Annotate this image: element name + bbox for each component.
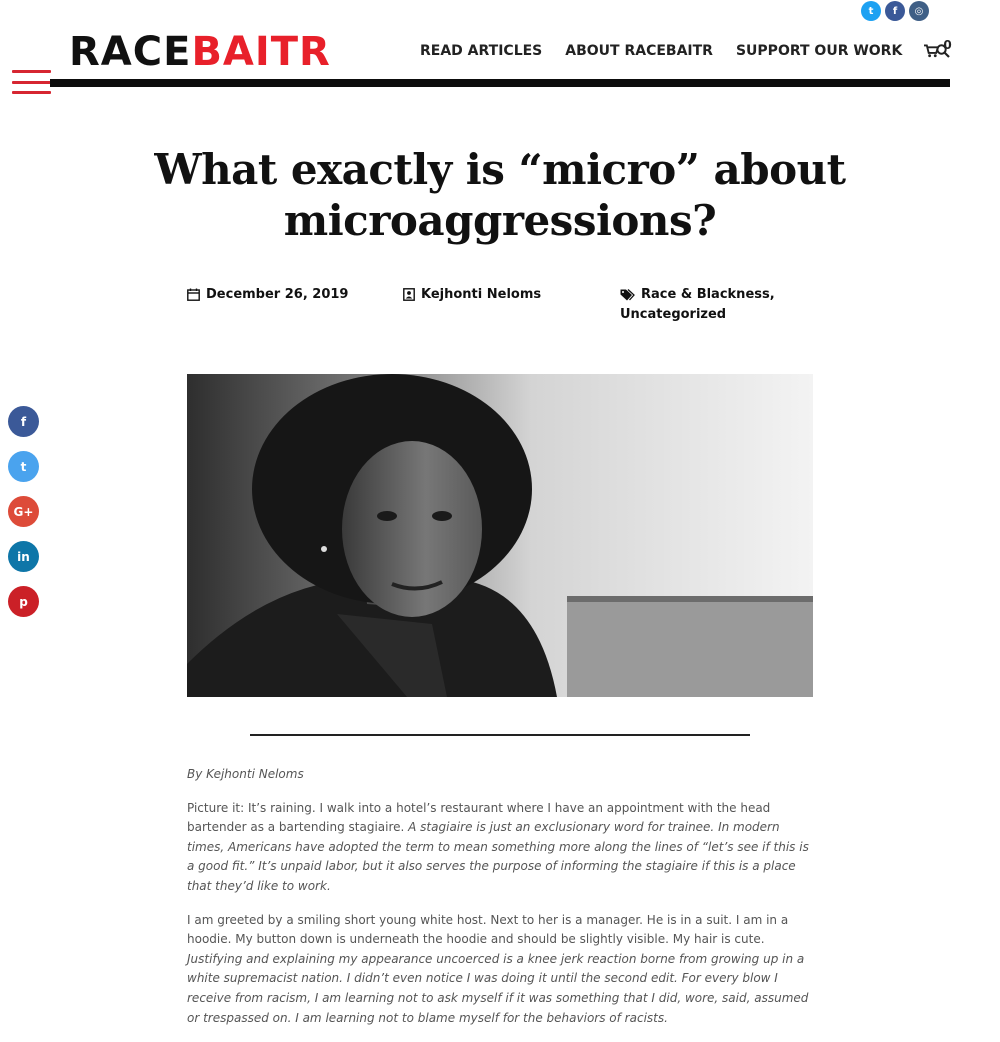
article-tags-text[interactable]: Race & Blackness, Uncategorized xyxy=(620,287,775,322)
main-nav xyxy=(420,38,952,59)
tags-icon xyxy=(620,289,635,301)
nav-about[interactable]: ABOUT RACEBAITR xyxy=(565,43,713,59)
facebook-icon[interactable]: f xyxy=(885,1,905,21)
calendar-icon xyxy=(187,288,200,301)
content-divider xyxy=(250,734,750,736)
article-date-text: December 26, 2019 xyxy=(206,287,349,302)
facebook-share-icon[interactable]: f xyxy=(8,406,39,437)
search-icon[interactable] xyxy=(936,44,950,62)
pinterest-share-icon[interactable]: p xyxy=(8,586,39,617)
twitter-icon[interactable]: t xyxy=(861,1,881,21)
instagram-icon[interactable]: ◎ xyxy=(909,1,929,21)
article-hero-image xyxy=(187,374,813,697)
article-tags xyxy=(620,285,800,325)
article-title: What exactly is “micro” about microaggressions? xyxy=(154,145,846,245)
article-byline: By Kejhonti Neloms xyxy=(187,767,304,781)
google-plus-share-icon[interactable]: G+ xyxy=(8,496,39,527)
article-body xyxy=(187,765,813,1042)
site-logo[interactable] xyxy=(69,30,331,74)
menu-toggle-button[interactable] xyxy=(12,70,51,94)
share-sidebar xyxy=(8,406,39,617)
hamburger-line xyxy=(12,91,51,94)
cart-count: 0 xyxy=(943,38,952,52)
article-author-text[interactable]: Kejhonti Neloms xyxy=(421,287,542,302)
twitter-share-icon[interactable]: t xyxy=(8,451,39,482)
linkedin-share-icon[interactable]: in xyxy=(8,541,39,572)
article-paragraph: Picture it: It’s raining. I walk into a hotel’s restaurant where I have an appointment with the head bartender as a bartending stagiaire. A stagiaire is just an exclusionary word for trainee. In modern times, Americans have adopted the term to mean something more along the lines of “let’s see if this is a good fit.” It’s unpaid labor, but it also serves the purpose of informing the stagiaire if this is a place that they’d like to work. xyxy=(187,800,809,893)
article-paragraph: I am greeted by a smiling short young white host. Next to her is a manager. He is in a suit. I am in a hoodie. My button down is underneath the hoodie and should be slightly visible. My hair is cute. Justifying and explaining my appearance uncoerced is a knee jerk reaction borne from growing up in a white supremacist nation. I didn’t even notice I was doing it until the second edit. For every blow I receive from racism, I am learning not to ask myself if it was something that I did, wore, said, assumed or trespassed on. I am learning not to blame myself for the behaviors of racists. xyxy=(187,912,809,1025)
hamburger-line xyxy=(12,70,51,73)
nav-support[interactable]: SUPPORT OUR WORK xyxy=(735,43,903,59)
article-author[interactable] xyxy=(403,285,541,305)
nav-read-articles[interactable]: READ ARTICLES xyxy=(420,43,543,59)
logo-text-race: RACE xyxy=(69,29,192,75)
hamburger-line xyxy=(12,81,51,84)
header-social-links xyxy=(861,1,929,21)
header-divider-bar xyxy=(50,79,950,87)
article-date xyxy=(187,285,348,305)
author-card-icon xyxy=(403,288,415,301)
logo-text-baitr: BAITR xyxy=(191,29,331,75)
